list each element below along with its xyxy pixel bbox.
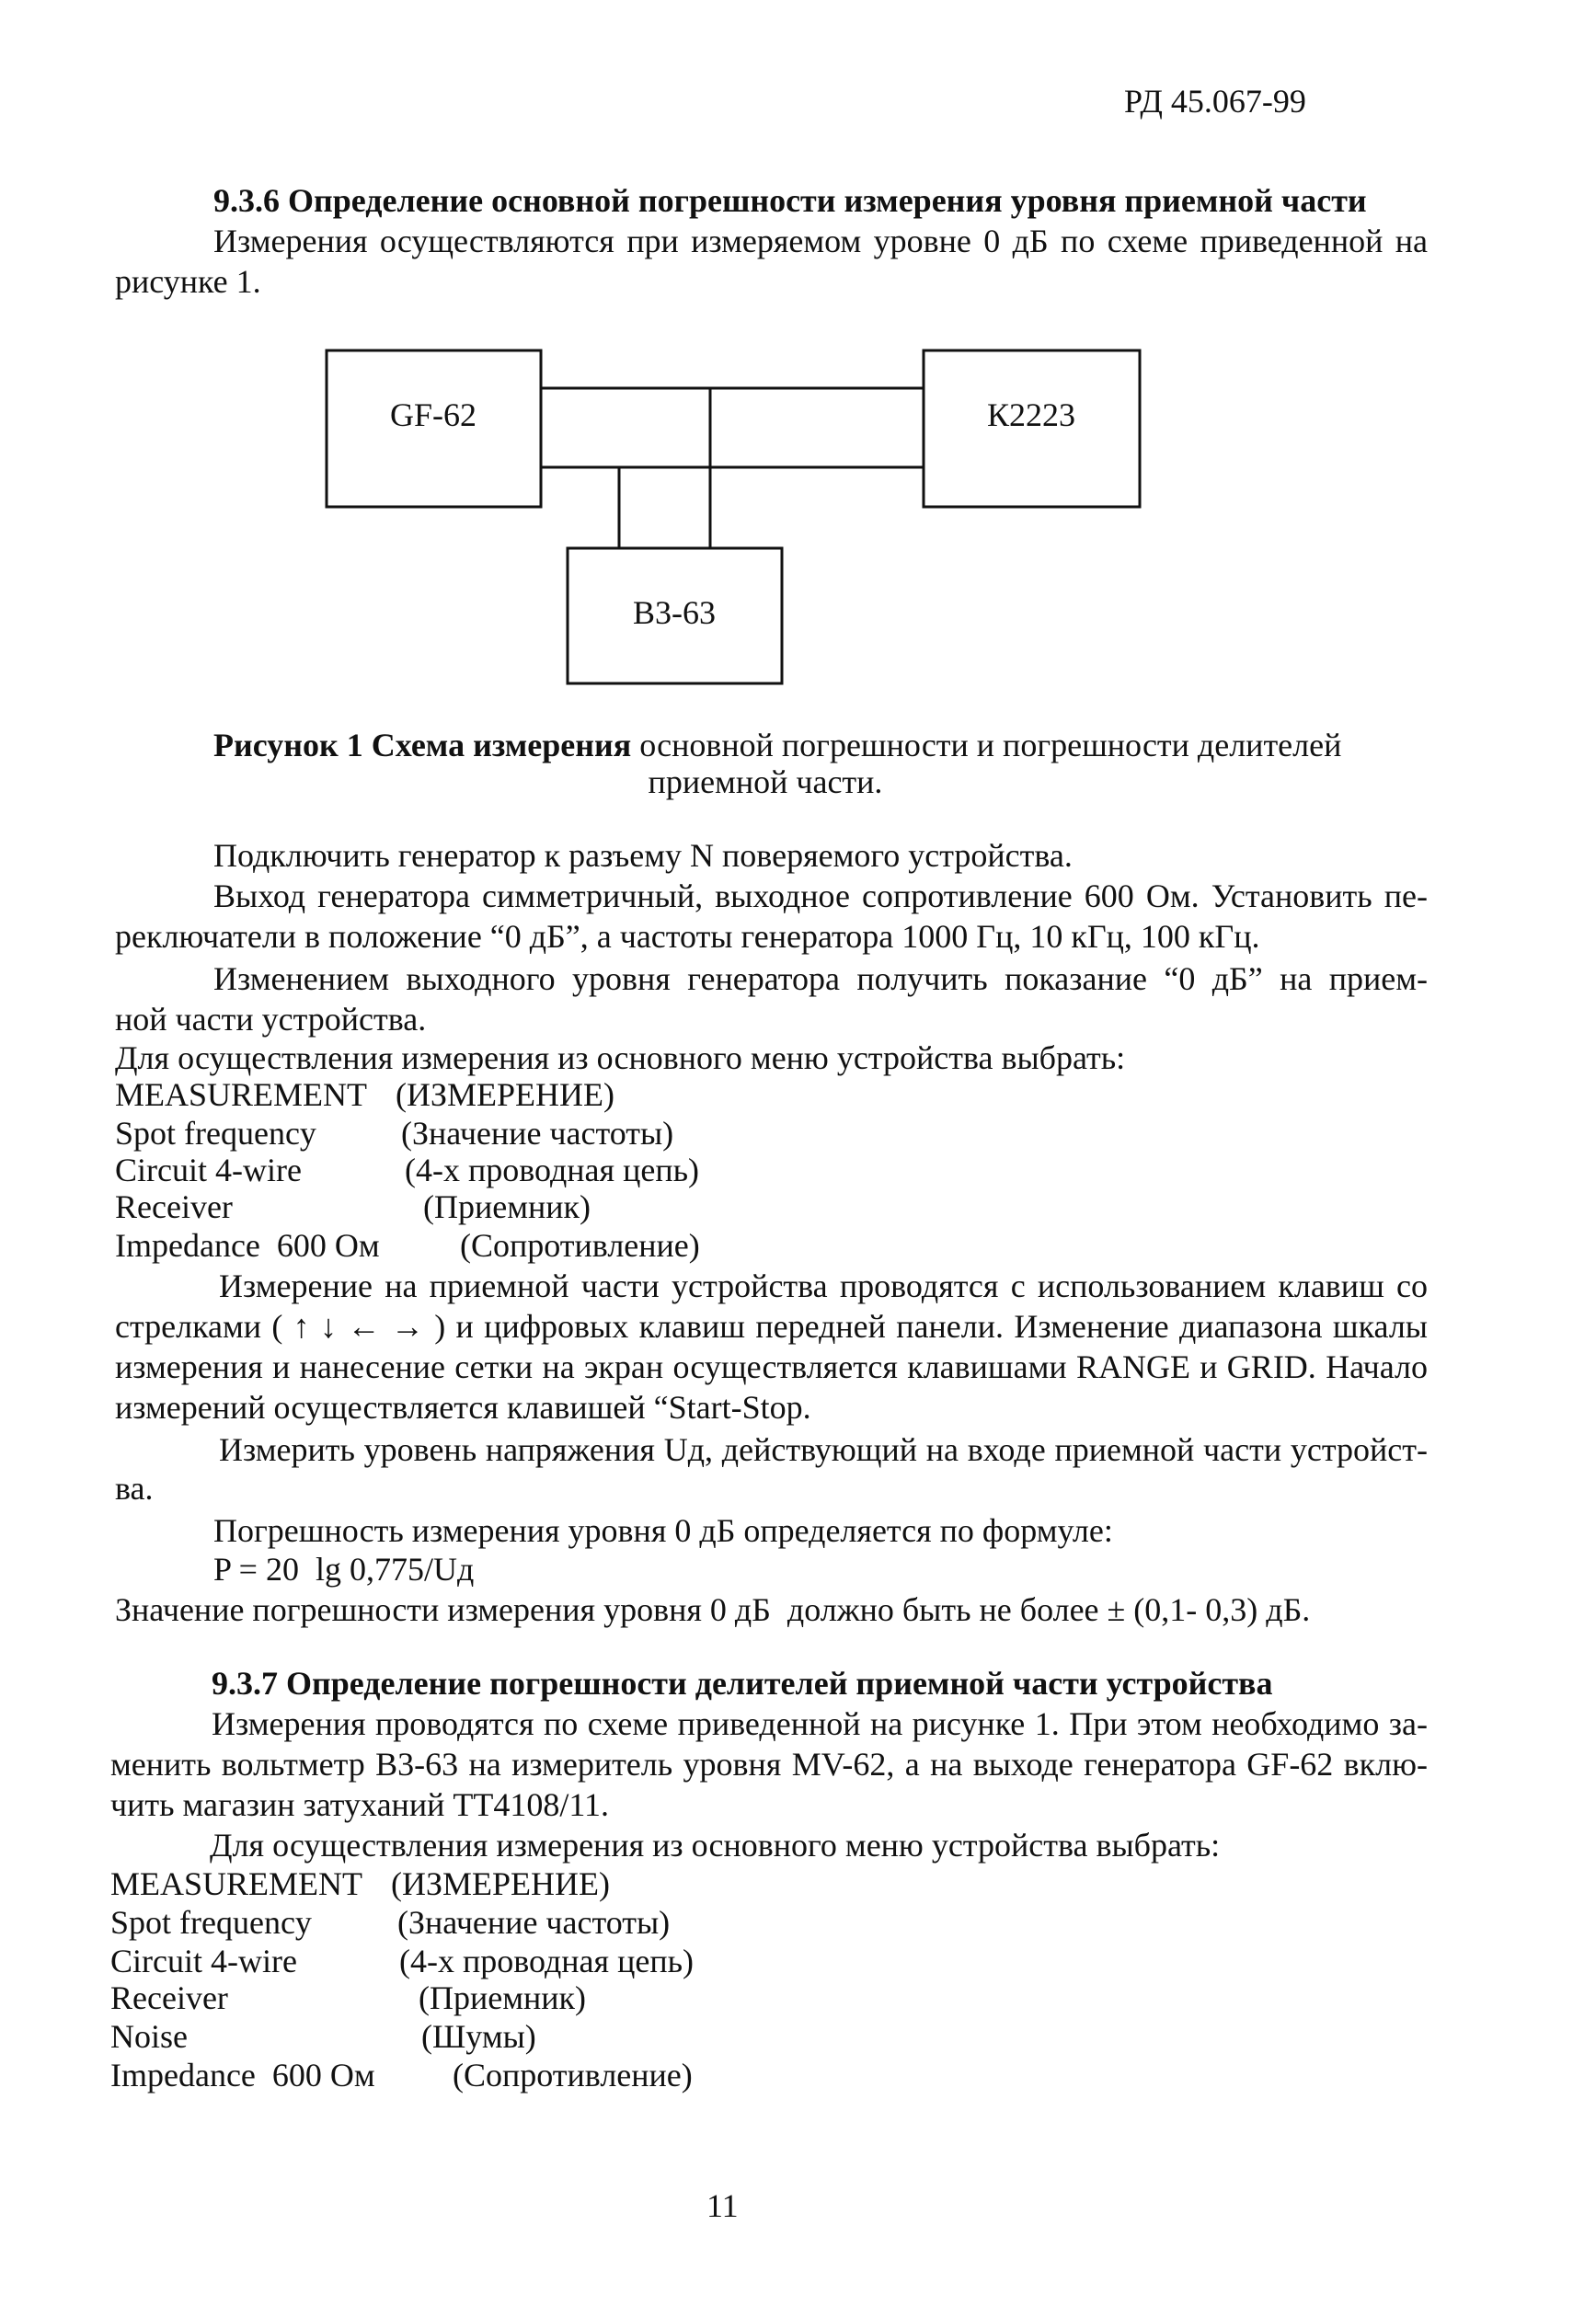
voltmeter-label: В3-63 [633, 594, 716, 631]
figure-caption-line2: приемной части. [648, 763, 883, 800]
menu2-key-impedance: Impedance 600 Ом [110, 2057, 375, 2093]
menu-key-measurement: MEASUREMENT [115, 1076, 368, 1113]
paragraph-keys-line1: Измерение на приемной части устройства проводятся с использованием клавиш со [219, 1267, 1428, 1304]
paragraph-generator-output-line1: Выход генератора симметричный, выходное сопротивление 600 Ом. Установить пе- [213, 877, 1428, 914]
paragraph-level-change-line1: Изменением выходного уровня генератора получить показание “0 дБ” на прием- [213, 960, 1428, 997]
page-number: 11 [706, 2187, 739, 2224]
figure-caption-label: Рисунок 1 Схема измерения [213, 727, 632, 763]
menu2-key-spot-frequency: Spot frequency [110, 1904, 312, 1941]
menu-key-receiver: Receiver [115, 1188, 233, 1225]
menu2-desc-measurement: (ИЗМЕРЕНИЕ) [391, 1865, 611, 1902]
paragraph-keys-line4: измерений осуществляется клавишей “Start-Stop. [115, 1389, 811, 1426]
paragraph-measure-voltage-line2: ва. [115, 1470, 154, 1507]
menu-key-circuit: Circuit 4-wire [115, 1152, 302, 1188]
section-936-intro-line1: Измерения осуществляются при измеряемом уровне 0 дБ по схеме приведенной на [213, 223, 1428, 259]
error-formula: P = 20 lg 0,775/Uд [213, 1551, 475, 1588]
menu-desc-spot-frequency: (Значение частоты) [401, 1115, 674, 1152]
paragraph-error-formula-intro: Погрешность измерения уровня 0 дБ определяется по формуле: [213, 1512, 1113, 1549]
menu-intro-937: Для осуществления измерения из основного меню устройства выбрать: [210, 1827, 1221, 1864]
generator-label: GF-62 [389, 396, 477, 433]
section-936-intro-line2: рисунке 1. [115, 263, 261, 300]
paragraph-keys-line2: стрелками ( ↑ ↓ ← → ) и цифровых клавиш передней панели. Изменение диапазона шкалы [115, 1308, 1428, 1345]
section-heading-936: 9.3.6 Определение основной погрешности измерения уровня приемной части [213, 182, 1367, 219]
menu-key-impedance: Impedance 600 Ом [115, 1227, 380, 1264]
menu-intro-936: Для осуществления измерения из основного меню устройства выбрать: [115, 1039, 1126, 1076]
paragraph-generator-output-line2: реключатели в положение “0 дБ”, а частоты генератора 1000 Гц, 10 кГц, 100 кГц. [115, 918, 1260, 955]
paragraph-level-change-line2: ной части устройства. [115, 1001, 427, 1038]
menu-desc-impedance: (Сопротивление) [460, 1227, 700, 1264]
menu-desc-receiver: (Приемник) [423, 1188, 591, 1225]
section-937-line3: чить магазин затуханий ТТ4108/11. [110, 1786, 610, 1823]
paragraph-error-limit: Значение погрешности измерения уровня 0 дБ должно быть не более ± (0,1- 0,3) дБ. [115, 1591, 1311, 1628]
menu-desc-measurement: (ИЗМЕРЕНИЕ) [396, 1076, 615, 1113]
menu2-desc-impedance: (Сопротивление) [453, 2057, 693, 2093]
menu2-key-measurement: MEASUREMENT [110, 1865, 363, 1902]
menu2-desc-receiver: (Приемник) [419, 1979, 587, 2016]
paragraph-keys-line3: измерения и нанесение сетки на экран осуществляется клавишами RANGE и GRID. Начало [115, 1348, 1429, 1385]
paragraph-connect-generator: Подключить генератор к разъему N поверяемого устройства. [213, 837, 1073, 874]
menu2-desc-circuit: (4-х проводная цепь) [399, 1943, 694, 1979]
menu2-key-receiver: Receiver [110, 1979, 228, 2016]
section-heading-937: 9.3.7 Определение погрешности делителей приемной части устройства [212, 1665, 1273, 1702]
menu-key-spot-frequency: Spot frequency [115, 1115, 316, 1152]
menu2-key-circuit: Circuit 4-wire [110, 1943, 297, 1979]
document-code: РД 45.067-99 [1124, 83, 1306, 120]
figure-caption-text: основной погрешности и погрешности делителей [631, 727, 1342, 763]
section-937-line1: Измерения проводятся по схеме приведенной на рисунке 1. При этом необходимо за- [212, 1705, 1428, 1742]
menu2-desc-spot-frequency: (Значение частоты) [397, 1904, 671, 1941]
menu-desc-circuit: (4-х проводная цепь) [405, 1152, 699, 1188]
section-937-line2: менить вольтметр В3-63 на измеритель уровня MV-62, а на выходе генератора GF-62 вклю- [110, 1746, 1428, 1783]
menu2-desc-noise: (Шумы) [421, 2018, 536, 2055]
device-label: К2223 [986, 396, 1076, 433]
figure-caption-line1 [213, 725, 1342, 765]
paragraph-measure-voltage-line1: Измерить уровень напряжения Uд, действующий на входе приемной части устройст- [219, 1431, 1428, 1468]
menu2-key-noise: Noise [110, 2018, 188, 2055]
